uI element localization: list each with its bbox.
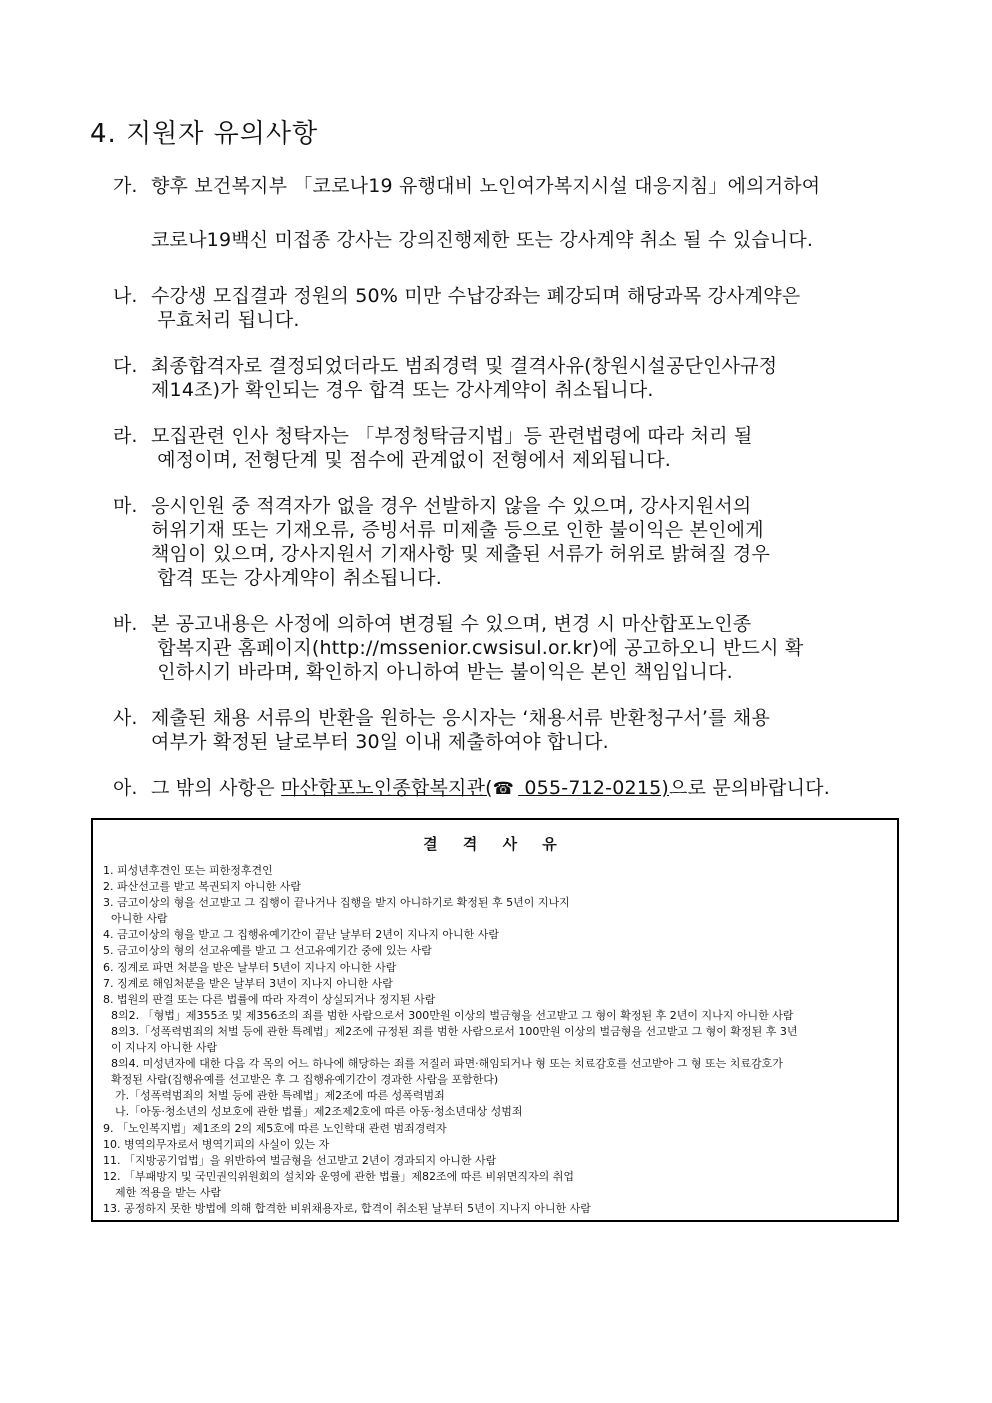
item-body bbox=[151, 174, 903, 252]
disqualification-line: 나.「아동·청소년의 성보호에 관한 법률」제2조제2호에 따른 아동·청소년대상 성범죄 bbox=[115, 1105, 523, 1119]
disqualification-line: 5. 금고이상의 형의 선고유예를 받고 그 선고유예기간 중에 있는 사람 bbox=[103, 944, 432, 958]
item-body bbox=[151, 706, 903, 754]
notice-item-ba bbox=[113, 612, 903, 684]
disqualification-line: 7. 징계로 해임처분을 받은 날부터 3년이 지나지 아니한 사람 bbox=[103, 976, 393, 990]
notice-item-ma bbox=[113, 494, 903, 590]
contact-org: 마산합포노인종합복지관( bbox=[281, 777, 493, 799]
notice-item-na bbox=[113, 284, 903, 332]
disqualification-line: 8의4. 미성년자에 대한 다음 각 목의 어느 하나에 해당하는 죄를 저질러 파면·해임되거나 형 또는 치료감호를 선고받아 그 형 또는 치료감호가 bbox=[111, 1057, 783, 1071]
disqualification-line: 13. 공정하지 못한 방법에 의해 합격한 비위채용자로, 합격이 취소된 날부터 5년이 지나지 아니한 사람 bbox=[103, 1201, 591, 1215]
contact-info bbox=[281, 777, 669, 799]
disqualification-line: 2. 파산선고를 받고 복권되지 아니한 사람 bbox=[103, 880, 301, 894]
disqualification-line: 가.「성폭력범죄의 처벌 등에 관한 특례법」제2조에 따른 성폭력범죄 bbox=[115, 1089, 445, 1103]
item-marker: 다. bbox=[113, 355, 138, 377]
item-body bbox=[151, 424, 903, 472]
disqualification-line: 8. 법원의 판결 또는 다른 법률에 따라 자격이 상실되거나 정지된 사람 bbox=[103, 992, 436, 1006]
item-line: 합격 또는 강사계약이 취소됩니다. bbox=[151, 567, 442, 589]
item-marker: 바. bbox=[113, 613, 138, 635]
item-marker: 가. bbox=[113, 175, 138, 197]
notice-item-ga bbox=[113, 174, 903, 252]
notice-item-ra bbox=[113, 424, 903, 472]
item-line: 최종합격자로 결정되었더라도 범죄경력 및 결격사유(창원시설공단인사규정 bbox=[151, 355, 778, 377]
notice-item-sa bbox=[113, 706, 903, 754]
item-text: 으로 문의바랍니다. bbox=[669, 777, 830, 799]
disqualification-line: 제한 적용을 받는 사람 bbox=[115, 1185, 222, 1199]
disqualification-line: 10. 병역의무자로서 병역기피의 사실이 있는 자 bbox=[103, 1137, 330, 1151]
item-line: 인하시기 바라며, 확인하지 아니하여 받는 불이익은 본인 책임입니다. bbox=[151, 661, 733, 683]
item-line: 책임이 있으며, 강사지원서 기재사항 및 제출된 서류가 허위로 밝혀질 경우 bbox=[151, 543, 771, 565]
notice-item-da bbox=[113, 354, 903, 402]
disqualification-line: 11. 「지방공기업법」을 위반하여 벌금형을 선고받고 2년이 경과되지 아니한 사람 bbox=[103, 1153, 497, 1167]
item-text: )에 공고하오니 반드시 확 bbox=[591, 637, 804, 659]
disqualification-list bbox=[93, 863, 897, 1217]
item-line bbox=[151, 636, 903, 660]
disqualification-line: 1. 피성년후견인 또는 피한정후견인 bbox=[103, 864, 273, 877]
item-line: 예정이며, 전형단계 및 점수에 관계없이 전형에서 제외됩니다. bbox=[151, 449, 672, 471]
item-line: 응시인원 중 적격자가 없을 경우 선발하지 않을 수 있으며, 강사지원서의 bbox=[151, 495, 752, 517]
item-body bbox=[151, 612, 903, 684]
section-title: 4. 지원자 유의사항 bbox=[90, 119, 319, 149]
disqualification-line: 6. 징계로 파면 처분을 받은 날부터 5년이 지나지 아니한 사람 bbox=[103, 960, 397, 974]
disqualification-title: 결 격 사 유 bbox=[423, 835, 567, 853]
item-body bbox=[151, 284, 903, 332]
item-line: 제14조)가 확인되는 경우 합격 또는 강사계약이 취소됩니다. bbox=[151, 379, 654, 401]
item-line: 수강생 모집결과 정원의 50% 미만 수납강좌는 폐강되며 해당과목 강사계약은 bbox=[151, 285, 801, 307]
item-body bbox=[151, 776, 903, 801]
disqualification-line: 이 지나지 아니한 사람 bbox=[111, 1041, 218, 1055]
item-marker: 마. bbox=[113, 495, 138, 517]
item-line: 향후 보건복지부 「코로나19 유행대비 노인여가복지시설 대응지침」에의거하여 bbox=[151, 175, 821, 197]
disqualification-box bbox=[91, 818, 899, 1222]
phone-icon: ☎ bbox=[492, 779, 515, 799]
disqualification-line: 8의2. 「형법」제355조 및 제356조의 죄를 범한 사람으로서 300만원 이상의 벌금형을 선고받고 그 형이 확정된 후 2년이 지나지 아니한 사람 bbox=[111, 1008, 794, 1022]
item-line: 모집관련 인사 청탁자는 「부정청탁금지법」등 관련법령에 따라 처리 될 bbox=[151, 425, 753, 447]
disqualification-line: 확정된 사람(집행유예를 선고받은 후 그 집행유예기간이 경과한 사람을 포함한다) bbox=[111, 1073, 499, 1087]
homepage-link[interactable]: http://mssenior.cwsisul.or.kr bbox=[319, 637, 592, 659]
item-body bbox=[151, 354, 903, 402]
disqualification-line: 12. 「부패방지 및 국민권익위원회의 설치와 운영에 관한 법률」제82조에 따른 비위면직자의 취업 bbox=[103, 1169, 574, 1183]
item-text: 그 밖의 사항은 bbox=[151, 777, 282, 799]
item-line: 코로나19백신 미접종 강사는 강의진행제한 또는 강사계약 취소 될 수 있습니다. bbox=[151, 229, 814, 251]
disqualification-line: 4. 금고이상의 형을 받고 그 집행유예기간이 끝난 날부터 2년이 지나지 아니한 사람 bbox=[103, 928, 499, 942]
item-line: 허위기재 또는 기재오류, 증빙서류 미제출 등으로 인한 불이익은 본인에게 bbox=[151, 519, 764, 541]
item-marker: 라. bbox=[113, 425, 138, 447]
item-marker: 아. bbox=[113, 777, 138, 799]
disqualification-line: 9. 「노인복지법」제1조의 2의 제5호에 따른 노인학대 관련 범죄경력자 bbox=[103, 1121, 447, 1135]
notice-item-a bbox=[113, 776, 903, 801]
disqualification-line: 아니한 사람 bbox=[111, 912, 168, 926]
disqualification-line: 3. 금고이상의 형을 선고받고 그 집행이 끝나거나 집행을 받지 아니하기로 확정된 후 5년이 지나지 bbox=[103, 896, 570, 910]
disqualification-line: 8의3.「성폭력범죄의 처벌 등에 관한 특례법」제2조에 규정된 죄를 범한 사람으로서 100만원 이상의 벌금형을 선고받고 그 형이 확정된 후 3년 bbox=[111, 1024, 798, 1038]
item-line: 제출된 채용 서류의 반환을 원하는 응시자는 ‘채용서류 반환청구서’를 채용 bbox=[151, 707, 771, 729]
item-line: 무효처리 됩니다. bbox=[151, 309, 300, 331]
item-line: 본 공고내용은 사정에 의하여 변경될 수 있으며, 변경 시 마산합포노인종 bbox=[151, 613, 752, 635]
item-marker: 사. bbox=[113, 707, 138, 729]
item-line bbox=[151, 776, 903, 801]
phone-number: 055-712-0215) bbox=[518, 777, 670, 799]
item-line: 여부가 확정된 날로부터 30일 이내 제출하여야 합니다. bbox=[151, 731, 609, 753]
item-marker: 나. bbox=[113, 285, 138, 307]
notice-items bbox=[113, 174, 903, 823]
item-text: 합복지관 홈페이지( bbox=[151, 637, 320, 659]
item-body bbox=[151, 494, 903, 590]
